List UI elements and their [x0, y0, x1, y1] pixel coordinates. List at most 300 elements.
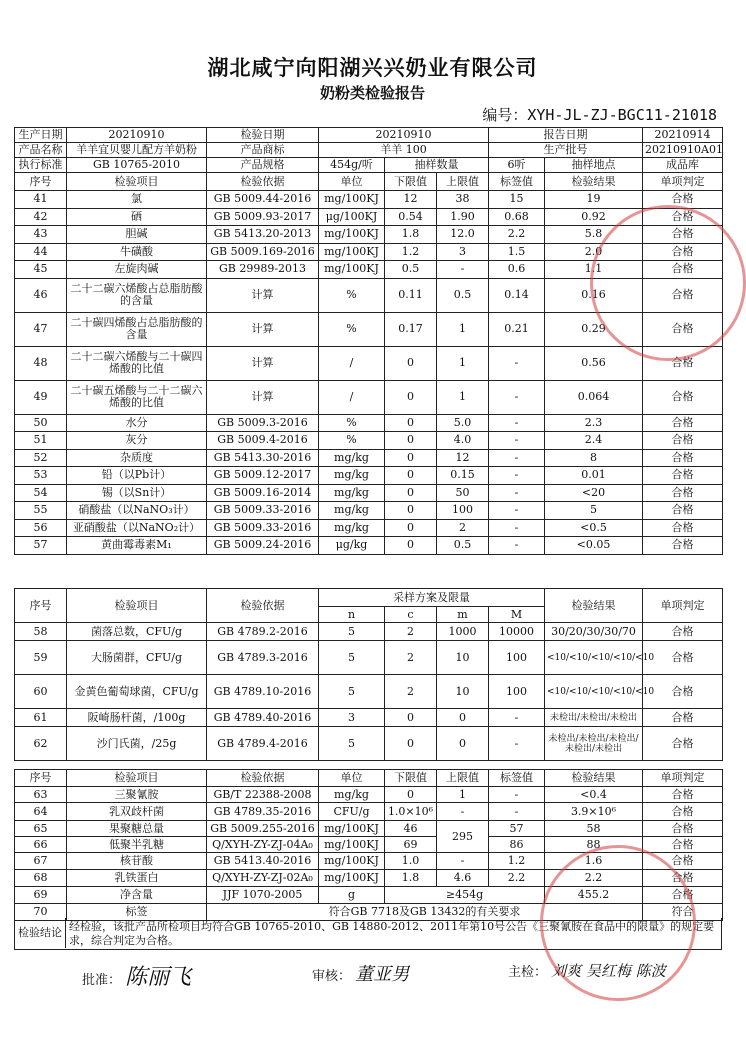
cell: 19	[545, 191, 643, 209]
header-cell: 标签值	[489, 770, 545, 787]
cell: 57	[489, 821, 545, 837]
cell: 胆碱	[67, 226, 207, 244]
cell: 66	[15, 837, 67, 853]
cell: 15	[489, 191, 545, 209]
cell: 54	[15, 484, 67, 502]
header-cell: 上限值	[437, 173, 489, 191]
cell: mg/kg	[319, 467, 385, 485]
cell: mg/kg	[319, 502, 385, 520]
cell: 4.6	[437, 870, 489, 887]
header-cell: 单项判定	[643, 589, 723, 623]
cell: 41	[15, 191, 67, 209]
cell: GB 5009.33-2016	[207, 519, 319, 537]
cell: 合格	[643, 870, 723, 887]
cell: 51	[15, 432, 67, 450]
cell: 合格	[643, 623, 723, 641]
cell: 0.17	[385, 312, 437, 346]
cell: mg/100KJ	[319, 821, 385, 837]
company-seal-icon	[590, 205, 746, 361]
cell: 合格	[643, 641, 723, 675]
cell: 符合GB 7718及GB 13432的有关要求	[207, 904, 643, 921]
header-cell: 检验结果	[545, 770, 643, 787]
conclusion-text: 经检验，该批产品所检项目均符合GB 10765-2010、GB 14880-2012、2011年第10号公告《三聚氰胺在食品中的限量》的规定要求，综合判定为合格。	[69, 920, 715, 947]
cell: 氯	[67, 191, 207, 209]
cell: 硝酸盐（以NaNO₃计）	[67, 502, 207, 520]
cell: 乳铁蛋白	[67, 870, 207, 887]
cell: μg/kg	[319, 537, 385, 555]
table-row	[15, 803, 723, 821]
info-row	[15, 143, 723, 158]
subheader-cell: m	[437, 607, 489, 623]
approve-signature	[82, 960, 191, 991]
cell: 二十二碳六烯酸与二十碳四烯酸的比值	[67, 346, 207, 380]
cell: 60	[15, 675, 67, 709]
header-cell: 序号	[15, 770, 67, 787]
cell: 杂质度	[67, 449, 207, 467]
cell: -	[489, 727, 545, 761]
cell: 44	[15, 243, 67, 261]
cell: 合格	[643, 449, 723, 467]
cell: 合格	[643, 853, 723, 870]
cell: 0	[385, 709, 437, 727]
cell: -	[489, 803, 545, 821]
info-label: 抽样地点	[545, 158, 643, 173]
cell: mg/100KJ	[319, 870, 385, 887]
table-row	[15, 623, 723, 641]
cell: -	[489, 414, 545, 432]
cell: 0.21	[489, 312, 545, 346]
cell: 水分	[67, 414, 207, 432]
cell: 1.2	[489, 853, 545, 870]
header-cell: 单项判定	[643, 770, 723, 787]
header-cell: 标签值	[489, 173, 545, 191]
cell: -	[489, 467, 545, 485]
cell: 70	[15, 904, 67, 921]
cell: 合格	[643, 803, 723, 821]
inspect-label: 主检：	[508, 965, 548, 980]
cell: GB 4789.4-2016	[207, 727, 319, 761]
subheader-cell: M	[489, 607, 545, 623]
cell: mg/100KJ	[319, 243, 385, 261]
cell: 低聚半乳糖	[67, 837, 207, 853]
header-cell: 检验依据	[207, 173, 319, 191]
cell: 62	[15, 727, 67, 761]
cell: 合格	[643, 821, 723, 837]
table-row	[15, 709, 723, 727]
cell: 金黄色葡萄球菌，CFU/g	[67, 675, 207, 709]
cell: 100	[489, 675, 545, 709]
table-row	[15, 502, 723, 520]
info-row	[15, 128, 723, 143]
cell: GB 5009.4-2016	[207, 432, 319, 450]
cell: mg/100KJ	[319, 853, 385, 870]
cell: 61	[15, 709, 67, 727]
cell: mg/100KJ	[319, 837, 385, 853]
review-signature	[312, 960, 409, 986]
table-row	[15, 432, 723, 450]
subheader-cell: c	[385, 607, 437, 623]
cell: 合格	[643, 312, 723, 346]
cell: 100	[437, 502, 489, 520]
cell: GB 5009.16-2014	[207, 484, 319, 502]
cell: 455.2	[545, 887, 643, 904]
cell: -	[489, 537, 545, 555]
cell: 1	[437, 346, 489, 380]
conclusion-label: 检验结论	[15, 918, 66, 948]
cell: 0.064	[545, 380, 643, 414]
header-cell: 序号	[15, 589, 67, 623]
cell: 黄曲霉毒素M₁	[67, 537, 207, 555]
cell: 合格	[643, 887, 723, 904]
cell: 46	[15, 278, 67, 312]
cell: 100	[489, 641, 545, 675]
table-row	[15, 519, 723, 537]
cell: /	[319, 380, 385, 414]
table-row	[15, 191, 723, 209]
cell: 2.3	[545, 414, 643, 432]
cell: 65	[15, 821, 67, 837]
cell: 大肠菌群，CFU/g	[67, 641, 207, 675]
cell: %	[319, 278, 385, 312]
cell: 2	[385, 641, 437, 675]
cell: ≥454g	[385, 887, 545, 904]
cell: %	[319, 414, 385, 432]
cell: 0.5	[385, 261, 437, 279]
cell: 净含量	[67, 887, 207, 904]
cell: 1	[437, 380, 489, 414]
cell: 0	[385, 484, 437, 502]
cell: 2	[437, 519, 489, 537]
info-label: 产品名称	[15, 143, 67, 158]
cell: Q/XYH-ZY-ZJ-04A₀	[207, 837, 319, 853]
inspect-name: 刘爽 吴红梅 陈波	[551, 962, 666, 980]
table-row	[15, 484, 723, 502]
cell: GB/T 22388-2008	[207, 787, 319, 803]
cell: 合格	[643, 467, 723, 485]
table-row	[15, 346, 723, 380]
cell: 合格	[643, 226, 723, 244]
review-name: 董亚男	[355, 964, 410, 985]
cell: 69	[15, 887, 67, 904]
cell: GB 5413.30-2016	[207, 449, 319, 467]
cell: 10	[437, 641, 489, 675]
cell: <20	[545, 484, 643, 502]
header-cell: 检验依据	[207, 589, 319, 623]
cell: -	[489, 449, 545, 467]
cell: 1.6	[545, 853, 643, 870]
cell: <10/<10/<10/<10/<10	[545, 641, 643, 675]
cell: 核苷酸	[67, 853, 207, 870]
cell: 0	[385, 519, 437, 537]
cell: 0.14	[489, 278, 545, 312]
cell: <0.4	[545, 787, 643, 803]
cell: 56	[15, 519, 67, 537]
cell: 5	[319, 727, 385, 761]
cell: 0.54	[385, 208, 437, 226]
header-cell: 上限值	[437, 770, 489, 787]
cell: 5.0	[437, 414, 489, 432]
header-cell: 检验项目	[67, 589, 207, 623]
cell: GB 5009.93-2017	[207, 208, 319, 226]
cell: 68	[15, 870, 67, 887]
cell: 2.2	[545, 870, 643, 887]
cell: 1.1	[545, 261, 643, 279]
header-row	[15, 173, 723, 191]
info-value: 6听	[489, 158, 545, 173]
cell: 12.0	[437, 226, 489, 244]
cell: 0	[385, 414, 437, 432]
cell: 灰分	[67, 432, 207, 450]
cell: 0.01	[545, 467, 643, 485]
info-label: 产品商标	[207, 143, 319, 158]
cell: GB 5009.44-2016	[207, 191, 319, 209]
cell: 5	[319, 623, 385, 641]
cell: GB 5413.40-2016	[207, 853, 319, 870]
cell: 1.0	[385, 853, 437, 870]
table-row	[15, 467, 723, 485]
cell: 8	[545, 449, 643, 467]
header-cell: 检验依据	[207, 770, 319, 787]
document-number: 编号：XYH-JL-ZJ-BGC11-21018	[482, 106, 717, 124]
cell: 二十二碳六烯酸占总脂肪酸的含量	[67, 278, 207, 312]
cell: CFU/g	[319, 803, 385, 821]
cell: 1.8	[385, 870, 437, 887]
cell: <0.5	[545, 519, 643, 537]
cell: 合格	[643, 675, 723, 709]
cell: 1.5	[489, 243, 545, 261]
cell: 0	[385, 502, 437, 520]
cell: 3	[319, 709, 385, 727]
cell: 0	[385, 537, 437, 555]
cell: -	[437, 853, 489, 870]
header-cell: 单位	[319, 770, 385, 787]
cell: 55	[15, 502, 67, 520]
cell: 12	[437, 449, 489, 467]
cell: -	[489, 709, 545, 727]
cell: 锡（以Sn计）	[67, 484, 207, 502]
cell: /	[319, 346, 385, 380]
table-row	[15, 787, 723, 803]
cell: 菌落总数，CFU/g	[67, 623, 207, 641]
cell: g	[319, 887, 385, 904]
cell: 5.8	[545, 226, 643, 244]
approve-name: 陈丽飞	[125, 965, 192, 990]
cell: 1.90	[437, 208, 489, 226]
info-label: 生产日期	[15, 128, 67, 143]
cell: 48	[15, 346, 67, 380]
cell: 0.56	[545, 346, 643, 380]
cell: -	[489, 519, 545, 537]
cell: 1.8	[385, 226, 437, 244]
cell: 63	[15, 787, 67, 803]
table-row	[15, 727, 723, 761]
cell: GB 5009.255-2016	[207, 821, 319, 837]
cell: 5	[319, 641, 385, 675]
cell: mg/kg	[319, 519, 385, 537]
header-cell: 序号	[15, 173, 67, 191]
cell: 2	[385, 623, 437, 641]
cell: 52	[15, 449, 67, 467]
info-label: 产品规格	[207, 158, 319, 173]
info-value: 20210910A01	[643, 143, 723, 158]
header-cell: 检验结果	[545, 173, 643, 191]
header-row	[15, 770, 723, 787]
cell: 二十碳五烯酸与二十二碳六烯酸的比值	[67, 380, 207, 414]
table-row	[15, 821, 723, 837]
cell: 57	[15, 537, 67, 555]
cell: 0	[385, 380, 437, 414]
cell: 计算	[207, 346, 319, 380]
micro-table	[14, 588, 723, 761]
cell: 果聚糖总量	[67, 821, 207, 837]
cell: 0.92	[545, 208, 643, 226]
cell: 1000	[437, 623, 489, 641]
cell: 合格	[643, 727, 723, 761]
info-value: 20210910	[67, 128, 207, 143]
cell: mg/kg	[319, 449, 385, 467]
cell: 合格	[643, 484, 723, 502]
cell: 88	[545, 837, 643, 853]
cell: 2	[385, 675, 437, 709]
info-label: 报告日期	[489, 128, 643, 143]
cell: 0	[385, 449, 437, 467]
header-cell: 采样方案及限量	[319, 589, 545, 607]
table-row	[15, 675, 723, 709]
cell: -	[489, 484, 545, 502]
cell: 67	[15, 853, 67, 870]
cell: GB 5413.20-2013	[207, 226, 319, 244]
cell: mg/100KJ	[319, 261, 385, 279]
info-value: 羊羊 100	[319, 143, 489, 158]
cell: 合格	[643, 380, 723, 414]
cell: 46	[385, 821, 437, 837]
table-row	[15, 380, 723, 414]
cell: mg/kg	[319, 484, 385, 502]
cell: -	[489, 346, 545, 380]
cell: 合格	[643, 261, 723, 279]
cell: mg/100KJ	[319, 226, 385, 244]
cell: -	[489, 380, 545, 414]
cell: 2.2	[489, 226, 545, 244]
header-cell: 检验项目	[67, 770, 207, 787]
cell: 合格	[643, 346, 723, 380]
cell: 86	[489, 837, 545, 853]
cell: 45	[15, 261, 67, 279]
info-label: 生产批号	[489, 143, 643, 158]
cell: 0	[385, 467, 437, 485]
cell: 0.29	[545, 312, 643, 346]
cell: 标签	[67, 904, 207, 921]
cell: GB 5009.3-2016	[207, 414, 319, 432]
cell: 三聚氰胺	[67, 787, 207, 803]
cell: 计算	[207, 278, 319, 312]
cell: 59	[15, 641, 67, 675]
cell: Q/XYH-ZY-ZJ-02A₀	[207, 870, 319, 887]
header-cell: 下限值	[385, 173, 437, 191]
info-label: 执行标准	[15, 158, 67, 173]
company-name: 湖北咸宁向阳湖兴兴奶业有限公司	[207, 56, 538, 80]
table-row	[15, 537, 723, 555]
cell: 4.0	[437, 432, 489, 450]
cell: 0.16	[545, 278, 643, 312]
cell: 1.2	[385, 243, 437, 261]
cell: %	[319, 432, 385, 450]
cell: 硒	[67, 208, 207, 226]
header-cell: 检验项目	[67, 173, 207, 191]
cell: 50	[437, 484, 489, 502]
info-label: 抽样数量	[385, 158, 489, 173]
cell: 10000	[489, 623, 545, 641]
cell: GB 5009.12-2017	[207, 467, 319, 485]
cell: 乳双歧杆菌	[67, 803, 207, 821]
cell: 2.2	[489, 870, 545, 887]
cell: 合格	[643, 278, 723, 312]
cell: 12	[385, 191, 437, 209]
cell: 69	[385, 837, 437, 853]
cell: -	[489, 787, 545, 803]
info-value: GB 10765-2010	[67, 158, 207, 173]
cell: 30/20/30/30/70	[545, 623, 643, 641]
cell: 0.5	[437, 537, 489, 555]
cell: 合格	[643, 787, 723, 803]
cell: 0	[385, 346, 437, 380]
cell: 2.4	[545, 432, 643, 450]
review-label: 审核：	[312, 969, 352, 984]
info-value: 20210914	[643, 128, 723, 143]
cell: 二十碳四烯酸占总脂肪酸的含量	[67, 312, 207, 346]
cell: <0.05	[545, 537, 643, 555]
cell: GB 5009.169-2016	[207, 243, 319, 261]
cell: GB 4789.35-2016	[207, 803, 319, 821]
cell: 阪崎肠杆菌，/100g	[67, 709, 207, 727]
cell: GB 4789.2-2016	[207, 623, 319, 641]
cell: 合格	[643, 432, 723, 450]
cell: 50	[15, 414, 67, 432]
cell: 未检出/未检出/未检出	[545, 709, 643, 727]
cell: 0.5	[437, 278, 489, 312]
cell: GB 5009.33-2016	[207, 502, 319, 520]
cell: 42	[15, 208, 67, 226]
cell: 计算	[207, 380, 319, 414]
cell: 符合	[643, 904, 723, 921]
cell: 0	[385, 787, 437, 803]
cell: 58	[15, 623, 67, 641]
cell: 38	[437, 191, 489, 209]
cell: 1.0×10⁶	[385, 803, 437, 821]
header-cell: 单项判定	[643, 173, 723, 191]
cell: 5	[545, 502, 643, 520]
info-row	[15, 158, 723, 173]
cell: -	[437, 261, 489, 279]
cell: 3	[437, 243, 489, 261]
cell: 合格	[643, 414, 723, 432]
cell: 亚硝酸盐（以NaNO₂计）	[67, 519, 207, 537]
cell: 0	[385, 432, 437, 450]
cell: 合格	[643, 243, 723, 261]
cell: 295	[437, 821, 489, 853]
cell: 沙门氏菌，/25g	[67, 727, 207, 761]
cell: 2.0	[545, 243, 643, 261]
info-value: 20210910	[319, 128, 489, 143]
info-label: 检验日期	[207, 128, 319, 143]
cell: 未检出/未检出/未检出/未检出/未检出	[545, 727, 643, 761]
cell: 合格	[643, 519, 723, 537]
cell: 合格	[643, 208, 723, 226]
cell: μg/100KJ	[319, 208, 385, 226]
info-value: 454g/听	[319, 158, 385, 173]
cell: %	[319, 312, 385, 346]
cell: 43	[15, 226, 67, 244]
